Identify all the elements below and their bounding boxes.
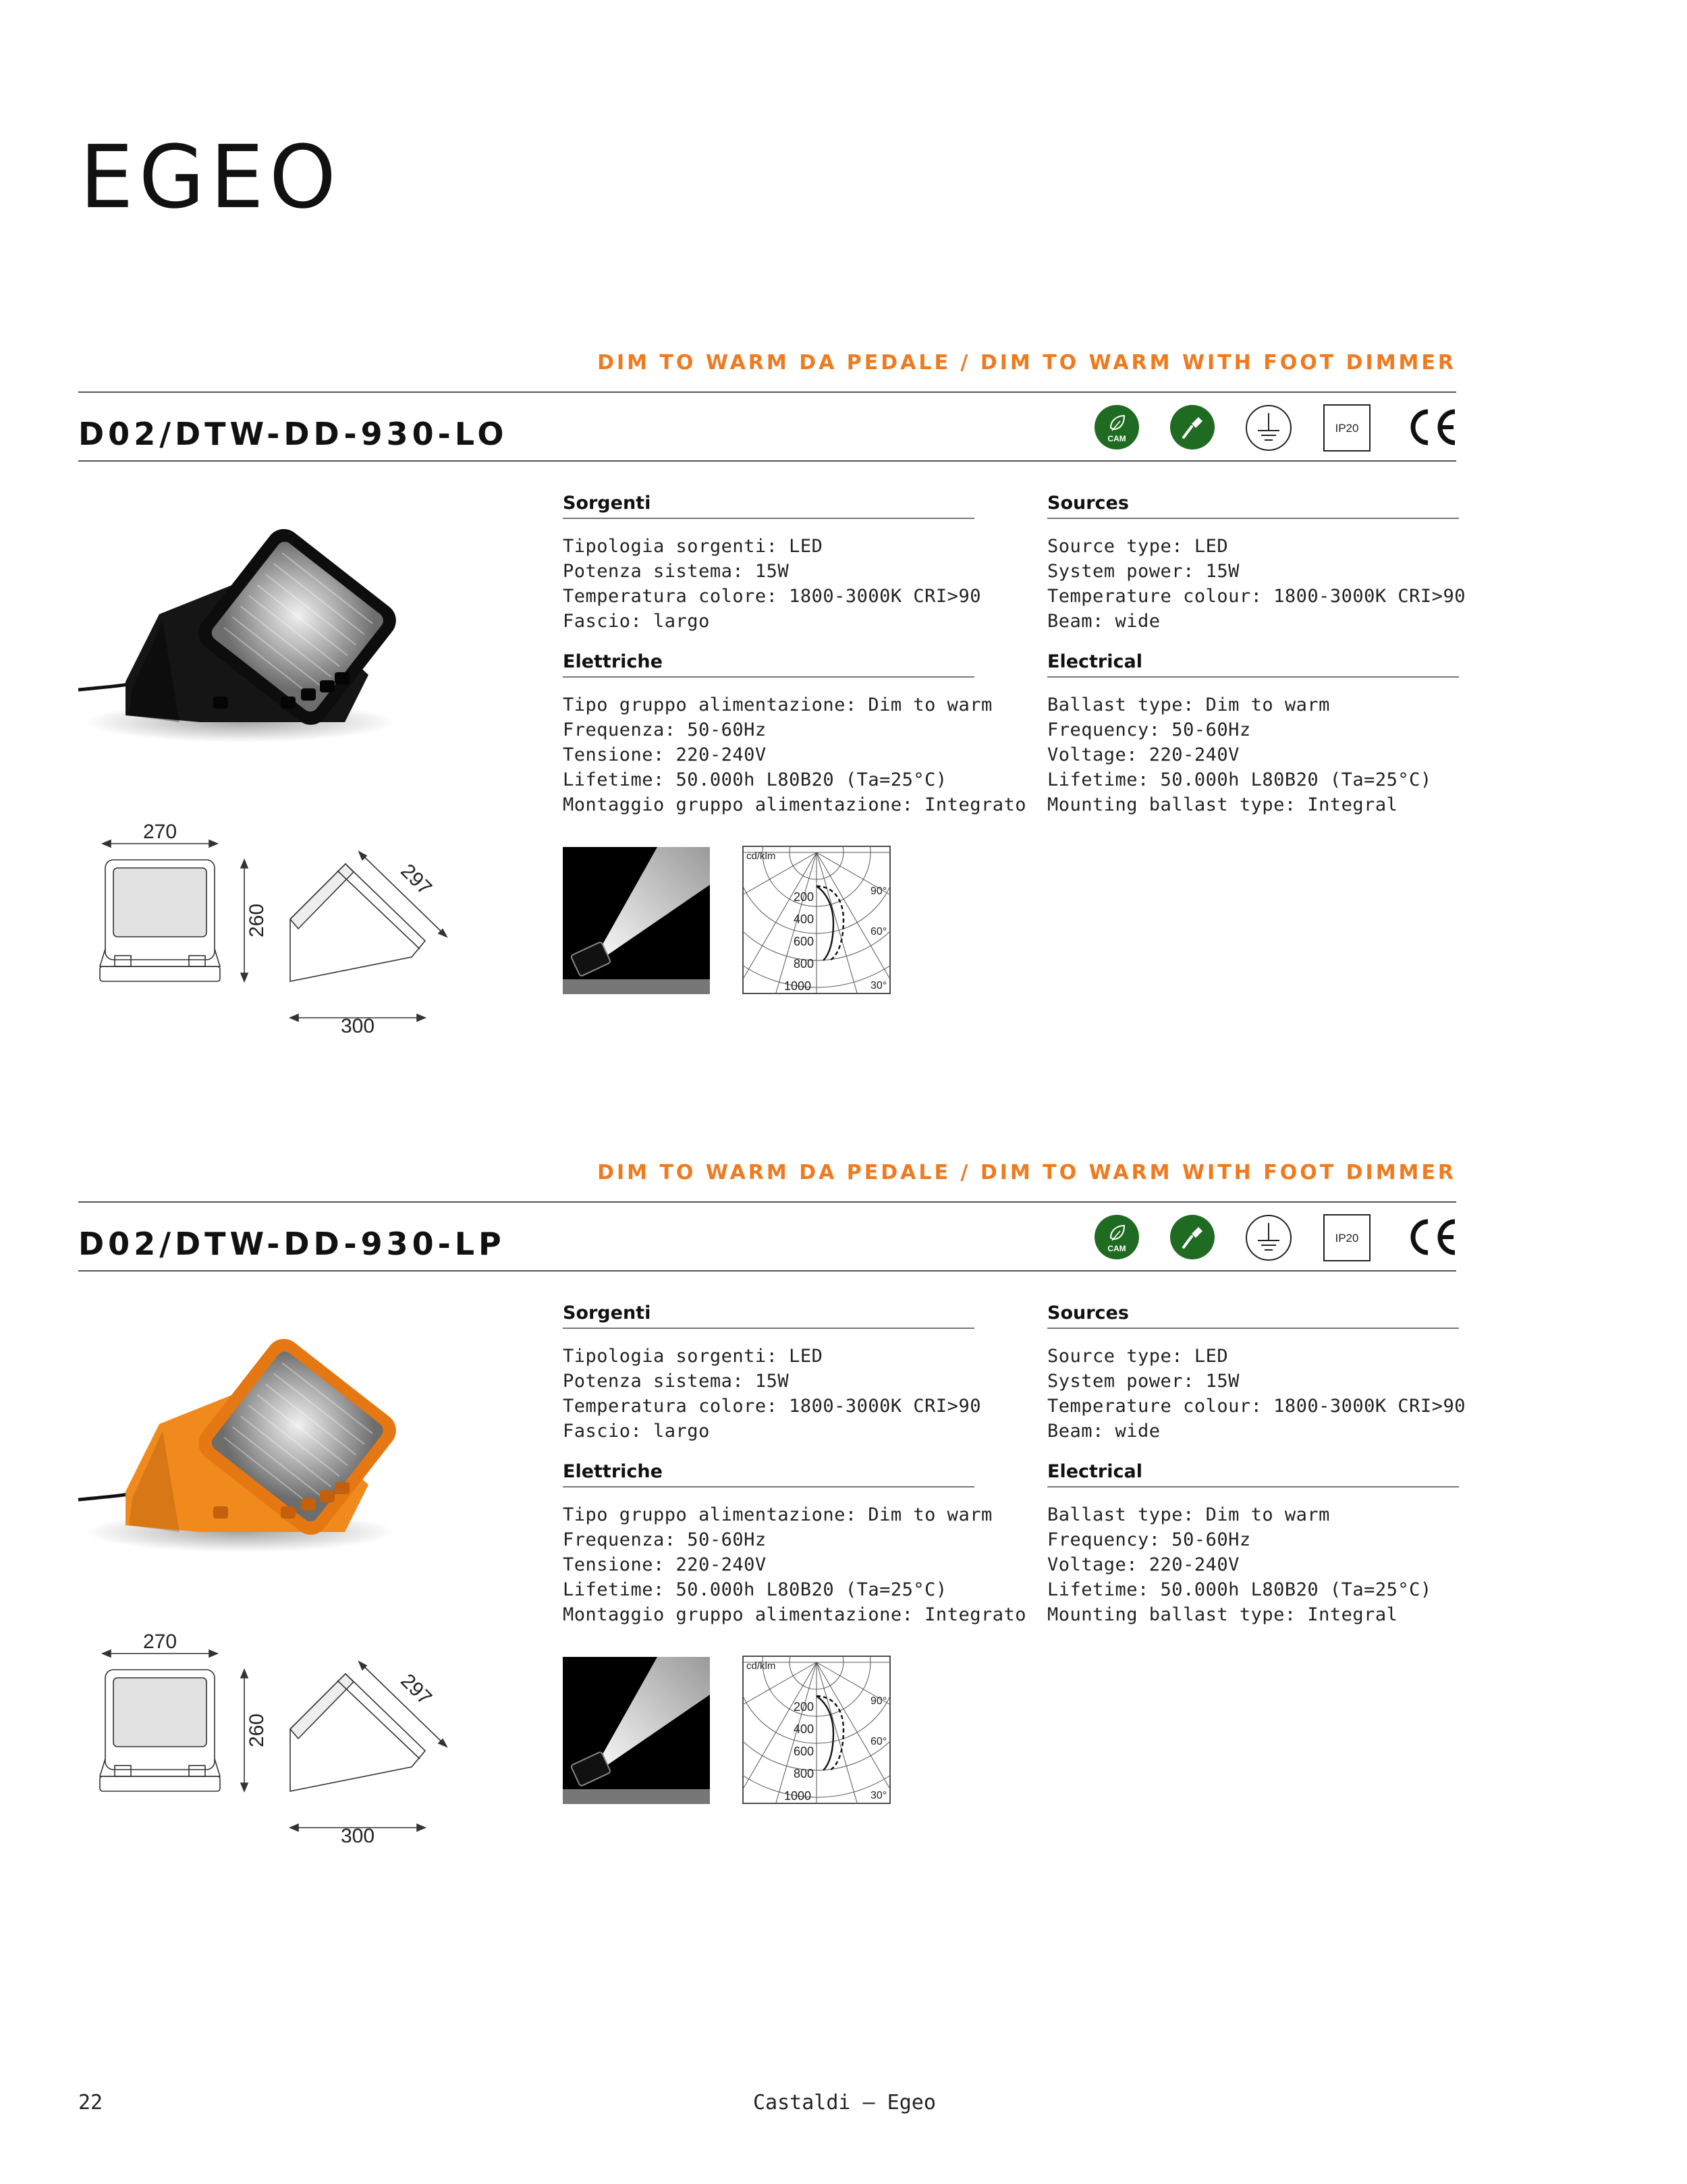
it-electrical-item: Tipo gruppo alimentazione: Dim to warm [563,1504,993,1525]
ground-earth-icon [1244,1213,1293,1262]
page-title: EGEO [80,126,342,228]
en-electrical-item: Lifetime: 50.000h L80B20 (Ta=25°C) [1047,1579,1432,1600]
it-electrical-title: Elettriche [563,651,974,678]
product-code: D02/DTW-DD-930-LO [78,416,508,452]
en-electrical-item: Frequency: 50-60Hz [1047,1529,1251,1550]
en-sources-title: Sources [1047,1303,1459,1329]
page-number: 22 [78,2091,103,2114]
it-sources-item: Potenza sistema: 15W [563,1371,790,1392]
it-electrical-item: Tensione: 220-240V [563,1554,767,1575]
dim-diagonal: 297 [396,1669,437,1710]
en-electrical-item: Mounting ballast type: Integral [1047,1604,1398,1625]
polar-angle-90: 90° [870,1695,887,1707]
dimension-drawing [94,1627,493,1842]
it-electrical-item: Montaggio gruppo alimentazione: Integrato [563,1604,1026,1625]
beam-illustration [563,847,710,994]
polar-ring-800: 800 [794,957,814,971]
dim-diagonal: 297 [396,859,437,900]
polar-ring-200: 200 [794,1700,814,1714]
polar-ring-400: 400 [794,1722,814,1736]
polar-angle-30: 30° [870,1790,887,1801]
ip-rating-icon [1323,404,1371,452]
ce-mark-icon [1405,404,1459,451]
en-electrical-item: Frequency: 50-60Hz [1047,719,1251,740]
en-electrical-list [1047,692,1459,817]
en-electrical-title: Electrical [1047,651,1459,678]
it-electrical-title: Elettriche [563,1461,974,1487]
specs-italian [563,1303,1026,1627]
it-sources-list [563,534,981,634]
specs-english [1047,1303,1466,1627]
polar-diagram [742,846,891,994]
en-sources-item: Beam: wide [1047,1421,1161,1442]
it-sources-title: Sorgenti [563,493,974,519]
polar-angle-30: 30° [870,980,887,991]
it-sources-item: Temperatura colore: 1800-3000K CRI>90 [563,1396,981,1417]
screwdriver-icon [1169,404,1216,451]
it-electrical-item: Lifetime: 50.000h L80B20 (Ta=25°C) [563,1579,947,1600]
en-sources-list [1047,534,1466,634]
it-sources-item: Potenza sistema: 15W [563,561,790,582]
dim-depth: 300 [340,1015,375,1033]
ip-rating-icon [1323,1213,1371,1262]
en-electrical-item: Ballast type: Dim to warm [1047,694,1330,715]
en-sources-item: System power: 15W [1047,561,1240,582]
en-electrical-title: Electrical [1047,1461,1459,1487]
en-sources-item: Source type: LED [1047,1346,1229,1367]
polar-ring-400: 400 [794,912,814,926]
beam-illustration [563,1657,710,1804]
cam-label: CAM [1107,434,1126,443]
en-electrical-item: Mounting ballast type: Integral [1047,794,1398,815]
it-sources-item: Tipologia sorgenti: LED [563,536,823,557]
en-sources-title: Sources [1047,493,1459,519]
bottom-divider [78,460,1456,462]
en-sources-item: Temperature colour: 1800-3000K CRI>90 [1047,1396,1466,1417]
en-electrical-item: Lifetime: 50.000h L80B20 (Ta=25°C) [1047,769,1432,790]
it-electrical-item: Montaggio gruppo alimentazione: Integrato [563,794,1026,815]
en-sources-item: Beam: wide [1047,611,1161,632]
dim-width: 270 [142,821,177,843]
en-electrical-item: Voltage: 220-240V [1047,1554,1240,1575]
top-divider [78,391,1456,393]
ce-mark-icon [1405,1213,1459,1261]
polar-unit: cd/klm [746,1660,776,1672]
en-sources-item: Temperature colour: 1800-3000K CRI>90 [1047,586,1466,607]
dim-width: 270 [142,1631,177,1653]
it-electrical-item: Frequenza: 50-60Hz [563,719,767,740]
product-section [0,351,1687,1147]
it-sources-list [563,1344,981,1444]
it-electrical-item: Tensione: 220-240V [563,744,767,765]
dimension-drawing [94,817,493,1033]
bottom-divider [78,1270,1456,1272]
it-electrical-item: Frequenza: 50-60Hz [563,1529,767,1550]
dim-depth: 300 [340,1825,375,1842]
dim-height: 260 [246,1713,268,1748]
it-electrical-item: Lifetime: 50.000h L80B20 (Ta=25°C) [563,769,947,790]
polar-angle-60: 60° [870,1736,887,1747]
polar-ring-200: 200 [794,890,814,904]
en-electrical-list [1047,1502,1459,1627]
dim-height: 260 [246,903,268,938]
section-kicker: DIM TO WARM DA PEDALE / DIM TO WARM WITH FOOT DIMMER [597,1161,1456,1184]
en-sources-list [1047,1344,1466,1444]
it-electrical-list [563,1502,1026,1627]
polar-ring-600: 600 [794,935,814,948]
product-code: D02/DTW-DD-930-LP [78,1226,505,1262]
footer-brand: Castaldi — Egeo [753,2091,936,2114]
polar-unit: cd/klm [746,850,776,862]
it-electrical-list [563,692,1026,817]
polar-angle-60: 60° [870,926,887,937]
product-photo [78,1330,416,1573]
cam-leaf-icon [1093,1213,1140,1261]
it-sources-item: Fascio: largo [563,1421,710,1442]
ip-rating-label: IP20 [1335,1232,1359,1245]
specs-english [1047,493,1466,817]
it-sources-item: Temperatura colore: 1800-3000K CRI>90 [563,586,981,607]
specs-italian [563,493,1026,817]
product-photo [78,520,416,763]
polar-ring-1000: 1000 [784,1789,812,1803]
ip-rating-label: IP20 [1335,422,1359,435]
it-sources-title: Sorgenti [563,1303,974,1329]
product-section [0,1161,1687,1957]
polar-diagram [742,1656,891,1804]
en-sources-item: Source type: LED [1047,536,1229,557]
polar-ring-800: 800 [794,1767,814,1780]
polar-ring-600: 600 [794,1745,814,1758]
it-sources-item: Fascio: largo [563,611,710,632]
polar-ring-1000: 1000 [784,979,812,993]
it-sources-item: Tipologia sorgenti: LED [563,1346,823,1367]
screwdriver-icon [1169,1213,1216,1261]
en-electrical-item: Ballast type: Dim to warm [1047,1504,1330,1525]
section-kicker: DIM TO WARM DA PEDALE / DIM TO WARM WITH FOOT DIMMER [597,351,1456,375]
polar-angle-90: 90° [870,885,887,897]
it-electrical-item: Tipo gruppo alimentazione: Dim to warm [563,694,993,715]
cam-label: CAM [1107,1244,1126,1253]
top-divider [78,1201,1456,1203]
en-sources-item: System power: 15W [1047,1371,1240,1392]
cam-leaf-icon [1093,404,1140,451]
en-electrical-item: Voltage: 220-240V [1047,744,1240,765]
ground-earth-icon [1244,404,1293,452]
